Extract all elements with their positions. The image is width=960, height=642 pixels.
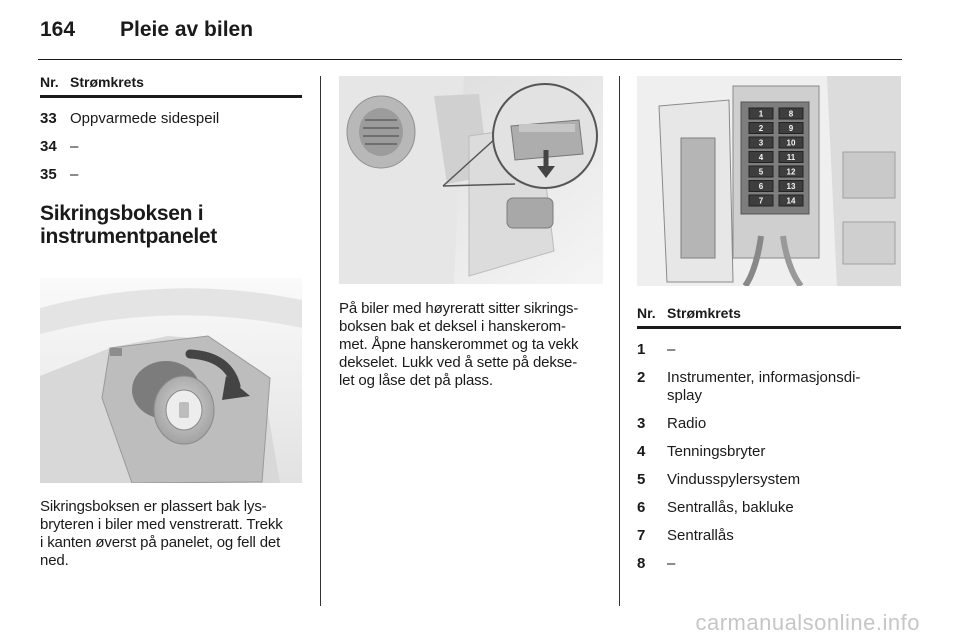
table-row (637, 527, 901, 545)
fuse-label: 11 (786, 153, 796, 162)
table-header-nr: Nr. (637, 305, 656, 321)
table-row (40, 110, 302, 128)
row-number: 5 (637, 471, 646, 488)
section-title-line: Sikringsboksen i (40, 202, 204, 225)
fuse-label: 12 (786, 167, 796, 177)
row-circuit: Sentrallås (667, 527, 734, 544)
row-circuit: – (667, 341, 676, 358)
paragraph-line: Sikringsboksen er plassert bak lys- (40, 498, 267, 515)
fuse-label: 9 (788, 124, 794, 133)
paragraph-line: let og låse det på plass. (339, 372, 493, 389)
fuse-label: 14 (786, 196, 796, 206)
fuse-label: 3 (758, 138, 764, 148)
row-number: 8 (637, 555, 646, 572)
row-circuit: – (667, 555, 676, 572)
row-number: 6 (637, 499, 646, 516)
paragraph-line: boksen bak et deksel i hanskerom- (339, 318, 566, 335)
fuse-label: 4 (758, 153, 764, 162)
row-circuit: – (70, 166, 79, 183)
light-switch-panel-illustration (40, 278, 302, 483)
paragraph-line: met. Åpne hanskerommet og ta vekk (339, 336, 579, 353)
header-rule (38, 59, 902, 60)
row-number: 2 (637, 369, 646, 386)
table-header-circuit: Strømkrets (667, 305, 741, 321)
fuse-label: 2 (758, 124, 764, 133)
table-row (637, 369, 901, 405)
table-header (40, 74, 302, 98)
table-row (637, 443, 901, 461)
paragraph-line: ned. (40, 552, 69, 569)
text-middle-column-paragraph (339, 300, 609, 390)
table-header-circuit: Strømkrets (70, 74, 144, 90)
row-circuit: Radio (667, 415, 707, 432)
paragraph-line: i kanten øverst på panelet, og fell det (40, 534, 281, 551)
section-title (40, 202, 302, 248)
column-divider-2 (619, 76, 620, 606)
row-number: 4 (637, 443, 646, 460)
glovebox-cover-illustration (339, 76, 603, 284)
table-header (637, 305, 901, 329)
fuse-label: 6 (758, 182, 764, 191)
row-number: 3 (637, 415, 646, 432)
table-row (637, 341, 901, 359)
table-row (40, 166, 302, 184)
page-title: Pleie av bilen (120, 18, 254, 41)
row-number: 1 (637, 341, 646, 358)
row-circuit: Sentrallås, bakluke (667, 499, 794, 516)
row-number: 33 (40, 110, 57, 127)
table-row (637, 415, 901, 433)
fuse-label: 13 (786, 182, 796, 191)
row-circuit: Vindusspylersystem (667, 471, 801, 488)
row-number: 34 (40, 138, 57, 155)
row-circuit: Oppvarmede sidespeil (70, 110, 220, 127)
row-circuit: Tenningsbryter (667, 443, 766, 460)
table-row (637, 499, 901, 517)
column-right (637, 305, 901, 573)
row-circuit: – (70, 138, 79, 155)
column-divider-1 (320, 76, 321, 606)
fusebox-illustration (637, 76, 901, 286)
paragraph-line: På biler med høyreratt sitter sikrings- (339, 300, 579, 317)
page-number: 164 (40, 18, 76, 41)
paragraph-line: dekselet. Lukk ved å sette på dekse- (339, 354, 578, 371)
row-circuit: Instrumenter, informasjonsdi- splay (667, 369, 861, 404)
text-left-column-paragraph (40, 498, 308, 570)
fuse-label: 1 (758, 109, 764, 119)
fuse-label: 8 (788, 109, 794, 119)
table-header-nr: Nr. (40, 74, 59, 90)
watermark: carmanualsonline.info (695, 610, 920, 635)
page-header (40, 18, 920, 48)
fuse-label: 10 (786, 138, 796, 148)
paragraph-line: bryteren i biler med venstreratt. Trekk (40, 516, 283, 533)
table-row (637, 555, 901, 573)
column-left (40, 74, 302, 248)
row-number: 35 (40, 166, 57, 183)
row-number: 7 (637, 527, 646, 544)
fuse-label: 5 (758, 167, 764, 177)
fuse-label: 7 (758, 196, 764, 206)
table-row (637, 471, 901, 489)
section-title-line: instrumentpanelet (40, 225, 217, 248)
table-row (40, 138, 302, 156)
